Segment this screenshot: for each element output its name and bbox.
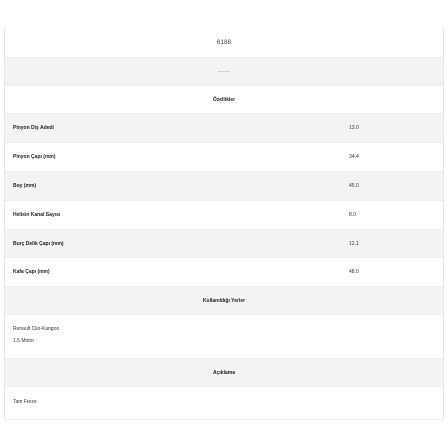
spec-label: Kafa Çapı (mm) [13,269,50,275]
spec-value: 13.0 [349,125,359,131]
specs-heading-row [5,86,443,114]
spec-value: 45.0 [349,183,359,189]
description-text: Tam Freze [13,399,37,405]
product-code-suffix: ----- [217,68,231,75]
product-code-row [5,28,443,58]
specs-heading: Özellikler [212,96,236,103]
spec-label: Boy (mm) [13,183,37,189]
spec-value: 34.4 [349,154,359,160]
spec-value: 8.0 [349,212,356,218]
description-content-row [5,387,443,420]
spec-row [5,230,443,258]
spec-label: Burç Delik Çapı (mm) [13,240,64,247]
product-detail-table [4,28,444,420]
product-code: 6188 [216,39,232,46]
spec-row [5,172,443,201]
usage-heading: Kullanıldığı Yerler [202,297,246,304]
description-heading-row [5,359,443,387]
product-code-suffix-row [5,58,443,86]
spec-row [5,201,443,230]
description-heading: Açıklama [213,369,235,376]
spec-row [5,114,443,143]
spec-label: Pinyon Diş Adedi [13,125,54,131]
usage-content-row [5,315,443,359]
spec-row [5,258,443,287]
spec-label: Pinyon Çapı (mm) [13,154,56,160]
usage-heading-row [5,287,443,315]
usage-line-engine: 1.5 Motor [13,338,35,344]
usage-line-vehicle: Renault Clio-Kangoo [13,326,60,332]
spec-label: Helisin Kanal Sayısı [13,212,61,218]
spec-row [5,143,443,172]
usage-content [13,323,59,347]
spec-value: 48.0 [349,269,359,275]
spec-value: 12.1 [349,240,359,247]
